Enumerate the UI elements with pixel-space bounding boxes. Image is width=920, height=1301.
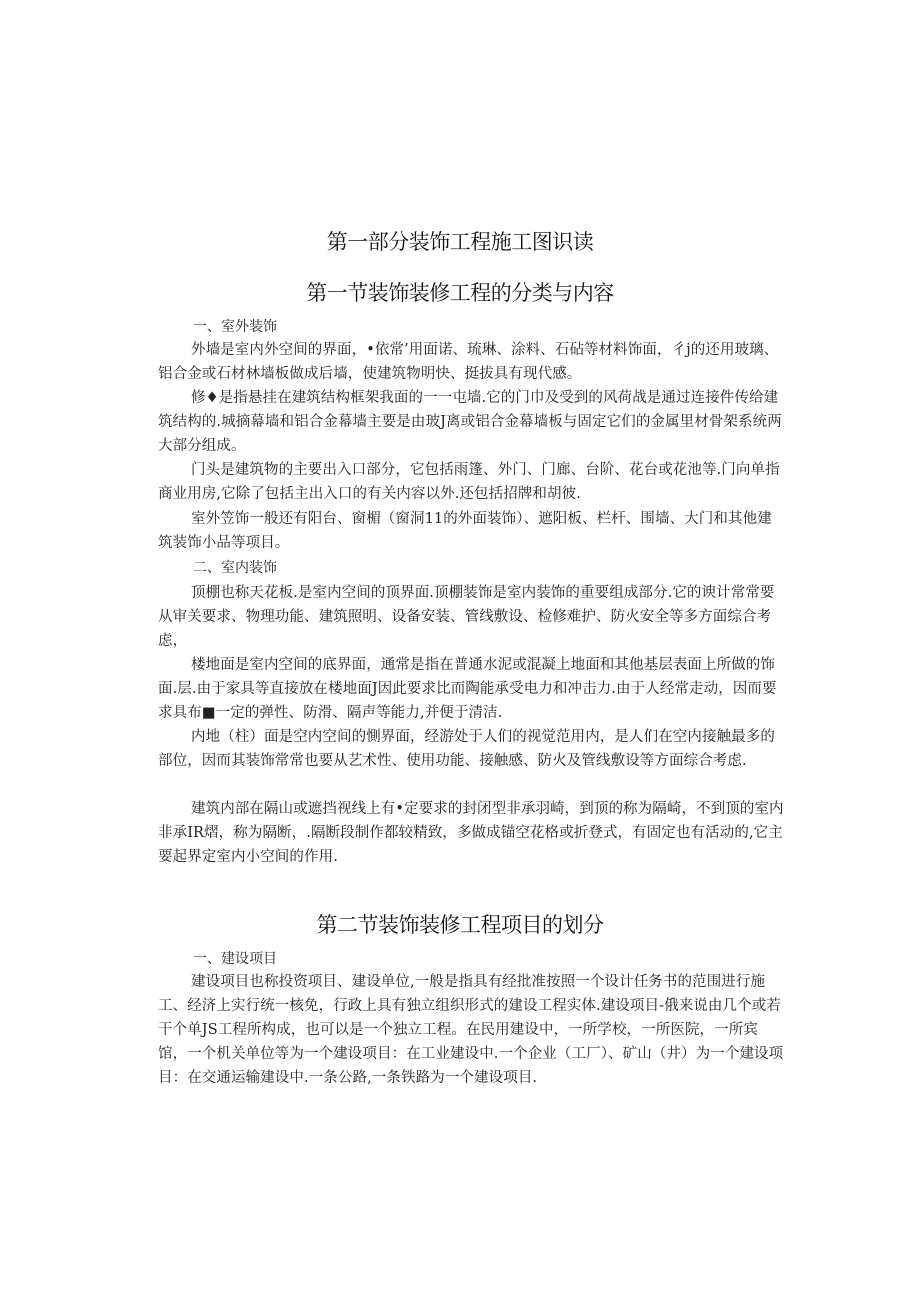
section-heading: 第一节装饰装修工程的分类与内容 bbox=[306, 281, 614, 305]
paragraph bbox=[158, 458, 786, 506]
paragraph bbox=[158, 797, 786, 869]
paragraph-text: 室外笠饰一般还有阳台、窗楣（窗洞11的外面装饰）、遮阳板、栏杆、围墙、大门和其他建筑装饰小品等项目。 bbox=[158, 511, 772, 551]
paragraph-text: 外墙是室内外空间的界面，•依常’用面诺、琉琳、涂料、石砧等材料饰面，彳j的还用玻璃、铝合金或石材林墙板做成后墙，使建筑物明快、挺拔具有现代感。 bbox=[158, 342, 779, 382]
paragraph bbox=[158, 725, 786, 773]
paragraph bbox=[158, 970, 786, 1090]
section-heading: 第二节装饰装修工程项目的划分 bbox=[316, 913, 604, 937]
subheading-exterior: 一、室外装饰 bbox=[193, 319, 277, 335]
paragraph bbox=[158, 507, 786, 555]
paragraph-text: 内地（柱）面是空内空间的惻界面，经游处于人们的视觉范用内，是人们在空内接触最多的部位，因而其装饰常常也要从艺术性、使用功能、接触感、防火及管线敷设等方面综合考虑. bbox=[158, 729, 775, 769]
paragraph-text: 顶棚也称天花板.是室内空间的顶界面.顶棚装饰是室内装饰的重要组成部分.它的谀计常常要从审关要求、物理功能、建筑照明、设备安装、管线敷设、检修难护、防火安全等多方面综合考虑， bbox=[158, 585, 775, 649]
paragraph bbox=[158, 653, 786, 725]
paragraph-text: 修♦是指悬挂在建筑结构框架我面的一一屯墙.它的门巾及受到的风荷战是通过连接件传给建筑结构的.城摘幕墙和铝合金幕墙主要是由玻J离或铝合金幕墙板与固定它们的金属里材骨架系统两大部分组成。 bbox=[158, 390, 782, 454]
paragraph-text: 建设项目也称投资项目、建设单位,一般是指具有经批准按照一个设计任务书的范围进行施工、经济上实行统一核免，行政上具有独立组织形式的建设工程实体.建设项目-俄来说由几个或若干个单JS工程所构成，也可以是一个独立工程。在民用建设中，一所学校，一所医院，一所宾馆，一个机关单位等为一个建设项目：在工业建设中.一个企业（工厂）、矿山（井）为一个建设项目：在交通运输建设中.一条公路,一条铁路为一个建设项目. bbox=[158, 974, 784, 1086]
paragraph-text: 门头是建筑物的主要出入口部分，它包括雨篷、外门、门廊、台阶、花台或花池等.门向单指商业用房,它除了包括主出入口的有关内容以外.还包括招牌和胡彼. bbox=[158, 462, 780, 502]
subheading-construction-project: 一、建设项目 bbox=[193, 951, 277, 967]
paragraph bbox=[158, 386, 786, 458]
subheading-interior: 二、室内装饰 bbox=[193, 560, 277, 576]
paragraph-text: 建筑内部在隔山或遮挡视线上有•定要求的封闭型非承羽崎，到顶的称为隔崎，不到顶的室内非承IR熠，称为隔断，.隔断段制作都较精致，多做成锚空花格或折登式，有固定也有活动的,它主要起界定室内小空间的作用. bbox=[158, 801, 784, 865]
document-title: 第一部分装饰工程施工图识读 bbox=[326, 230, 594, 254]
paragraph bbox=[158, 581, 786, 653]
paragraph-text: 楼地面是室内空间的底界面，通常是指在普通水泥或混凝上地面和其他基层表面上所做的饰面.层.由于家具等直接放在楼地面J因此要求比而陶能承受电力和冲击力.由于人经常走动，因而要求具布■一定的弹性、防滑、隔声等能力,并便于清洁. bbox=[158, 657, 777, 721]
paragraph bbox=[158, 338, 786, 386]
